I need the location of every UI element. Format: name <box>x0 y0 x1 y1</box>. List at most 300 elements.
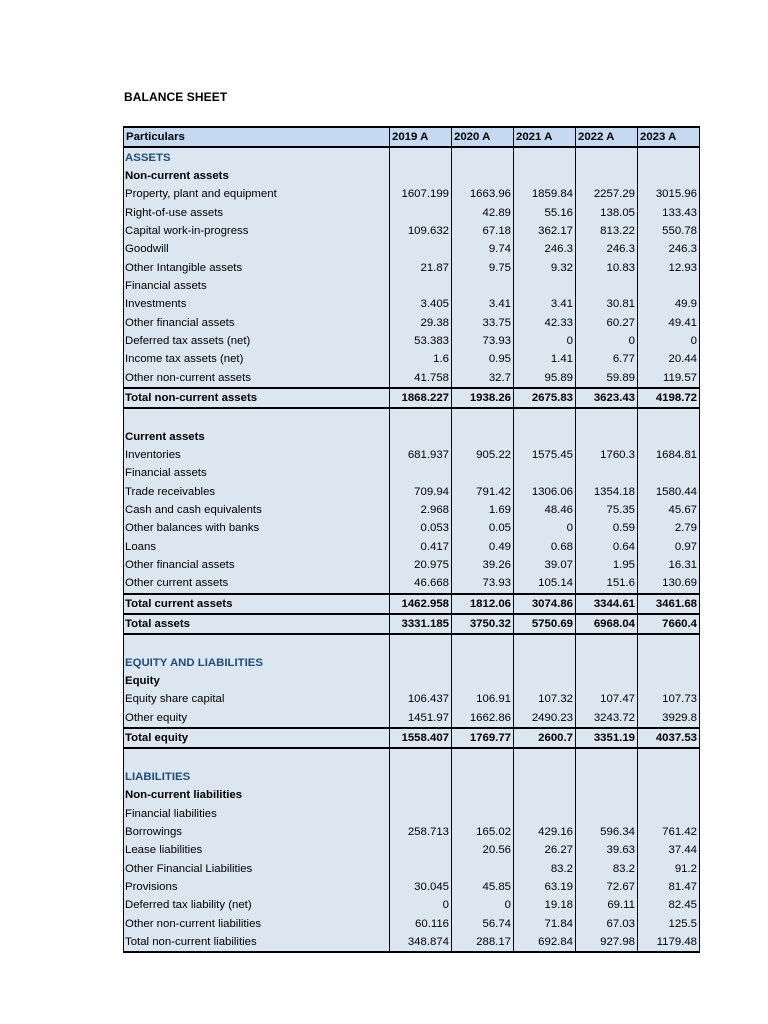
value-cell: 60.116 <box>390 914 452 932</box>
value-cell: 73.93 <box>452 332 514 350</box>
value-cell: 2675.83 <box>514 388 576 408</box>
value-cell: 91.2 <box>638 859 700 877</box>
value-cell: 3331.185 <box>390 614 452 634</box>
value-cell: 1938.26 <box>452 388 514 408</box>
value-cell: 3623.43 <box>576 388 638 408</box>
value-cell: 165.02 <box>452 823 514 841</box>
value-cell <box>452 786 514 804</box>
value-cell <box>638 672 700 690</box>
table-row <box>124 277 700 295</box>
table-row <box>124 823 700 841</box>
row-label: Trade receivables <box>124 483 390 501</box>
table-row <box>124 878 700 896</box>
row-label: Total assets <box>124 614 390 634</box>
row-label: LIABILITIES <box>124 768 390 786</box>
table-row <box>124 786 700 804</box>
value-cell <box>514 804 576 822</box>
value-cell: 6968.04 <box>576 614 638 634</box>
value-cell: 0.053 <box>390 519 452 537</box>
table-row <box>124 768 700 786</box>
value-cell: 16.31 <box>638 556 700 574</box>
value-cell: 46.668 <box>390 574 452 593</box>
value-cell: 3074.86 <box>514 594 576 614</box>
value-cell <box>638 768 700 786</box>
value-cell: 151.6 <box>576 574 638 593</box>
value-cell: 39.26 <box>452 556 514 574</box>
value-cell: 1354.18 <box>576 483 638 501</box>
row-label: Equity <box>124 672 390 690</box>
page-title: BALANCE SHEET <box>124 90 228 104</box>
value-cell: 1306.06 <box>514 483 576 501</box>
value-cell <box>514 672 576 690</box>
value-cell: 107.73 <box>638 690 700 708</box>
value-cell: 9.75 <box>452 258 514 276</box>
row-label: Capital work-in-progress <box>124 222 390 240</box>
table-row <box>124 185 700 203</box>
row-label: Loans <box>124 538 390 556</box>
table-row <box>124 147 700 166</box>
value-cell: 3351.19 <box>576 728 638 748</box>
value-cell <box>390 277 452 295</box>
row-label: Total non-current assets <box>124 388 390 408</box>
value-cell: 905.22 <box>452 446 514 464</box>
value-cell: 2490.23 <box>514 709 576 728</box>
row-label: Financial assets <box>124 464 390 482</box>
value-cell <box>514 167 576 185</box>
row-label: Equity share capital <box>124 690 390 708</box>
value-cell: 681.937 <box>390 446 452 464</box>
value-cell <box>576 634 638 653</box>
value-cell <box>576 277 638 295</box>
value-cell: 2600.7 <box>514 728 576 748</box>
value-cell: 20.56 <box>452 841 514 859</box>
value-cell: 0.68 <box>514 538 576 556</box>
table-row <box>124 350 700 368</box>
value-cell <box>390 654 452 672</box>
value-cell <box>576 786 638 804</box>
row-label: Provisions <box>124 878 390 896</box>
value-cell <box>576 804 638 822</box>
value-cell <box>576 464 638 482</box>
value-cell: 49.9 <box>638 295 700 313</box>
row-label: Total non-current liabilities <box>124 933 390 952</box>
value-cell: 1607.199 <box>390 185 452 203</box>
value-cell: 130.69 <box>638 574 700 593</box>
value-cell: 48.46 <box>514 501 576 519</box>
value-cell: 709.94 <box>390 483 452 501</box>
value-cell: 4037.53 <box>638 728 700 748</box>
row-label <box>124 748 390 767</box>
table-row <box>124 501 700 519</box>
value-cell <box>576 768 638 786</box>
table-row <box>124 388 700 408</box>
value-cell: 81.47 <box>638 878 700 896</box>
table-row <box>124 896 700 914</box>
value-cell: 429.16 <box>514 823 576 841</box>
table-row <box>124 574 700 593</box>
value-cell <box>390 786 452 804</box>
value-cell: 3015.96 <box>638 185 700 203</box>
table-row <box>124 841 700 859</box>
column-header-2021: 2021 A <box>514 127 576 147</box>
column-header-2020: 2020 A <box>452 127 514 147</box>
row-label: Non-current assets <box>124 167 390 185</box>
value-cell: 2.968 <box>390 501 452 519</box>
value-cell <box>390 672 452 690</box>
value-cell <box>452 147 514 166</box>
value-cell: 32.7 <box>452 368 514 387</box>
value-cell: 791.42 <box>452 483 514 501</box>
row-label: Deferred tax assets (net) <box>124 332 390 350</box>
value-cell <box>514 147 576 166</box>
value-cell: 1.69 <box>452 501 514 519</box>
value-cell: 3.405 <box>390 295 452 313</box>
value-cell <box>576 672 638 690</box>
row-label <box>124 408 390 427</box>
table-row <box>124 408 700 427</box>
table-row <box>124 240 700 258</box>
column-header-2019: 2019 A <box>390 127 452 147</box>
value-cell: 927.98 <box>576 933 638 952</box>
value-cell <box>452 859 514 877</box>
value-cell: 0 <box>514 332 576 350</box>
value-cell: 83.2 <box>514 859 576 877</box>
value-cell: 3461.68 <box>638 594 700 614</box>
column-header-2022: 2022 A <box>576 127 638 147</box>
table-row <box>124 313 700 331</box>
table-row <box>124 556 700 574</box>
value-cell <box>638 167 700 185</box>
value-cell <box>576 167 638 185</box>
table-row <box>124 709 700 728</box>
value-cell: 2257.29 <box>576 185 638 203</box>
value-cell <box>514 277 576 295</box>
table-row <box>124 538 700 556</box>
row-label: Other non-current assets <box>124 368 390 387</box>
value-cell <box>452 408 514 427</box>
value-cell: 0 <box>638 332 700 350</box>
table-row <box>124 203 700 221</box>
row-label: Total equity <box>124 728 390 748</box>
row-label: Current assets <box>124 428 390 446</box>
value-cell: 59.89 <box>576 368 638 387</box>
value-cell: 3344.61 <box>576 594 638 614</box>
row-label: Deferred tax liability (net) <box>124 896 390 914</box>
value-cell <box>638 464 700 482</box>
value-cell: 0 <box>576 332 638 350</box>
value-cell <box>638 804 700 822</box>
value-cell: 71.84 <box>514 914 576 932</box>
value-cell: 0.59 <box>576 519 638 537</box>
value-cell: 1.95 <box>576 556 638 574</box>
value-cell <box>638 786 700 804</box>
row-label: Other financial assets <box>124 313 390 331</box>
value-cell: 1575.45 <box>514 446 576 464</box>
value-cell <box>452 277 514 295</box>
value-cell: 288.17 <box>452 933 514 952</box>
table-row <box>124 672 700 690</box>
value-cell <box>638 147 700 166</box>
value-cell: 10.83 <box>576 258 638 276</box>
row-label: Borrowings <box>124 823 390 841</box>
value-cell: 9.32 <box>514 258 576 276</box>
value-cell: 2.79 <box>638 519 700 537</box>
value-cell: 6.77 <box>576 350 638 368</box>
value-cell <box>452 654 514 672</box>
row-label: Property, plant and equipment <box>124 185 390 203</box>
value-cell: 56.74 <box>452 914 514 932</box>
value-cell: 246.3 <box>514 240 576 258</box>
value-cell: 1558.407 <box>390 728 452 748</box>
table-row <box>124 859 700 877</box>
value-cell: 67.18 <box>452 222 514 240</box>
value-cell: 4198.72 <box>638 388 700 408</box>
value-cell <box>390 748 452 767</box>
value-cell: 1179.48 <box>638 933 700 952</box>
table-row <box>124 594 700 614</box>
value-cell <box>452 768 514 786</box>
value-cell: 26.27 <box>514 841 576 859</box>
value-cell <box>638 634 700 653</box>
value-cell: 0.05 <box>452 519 514 537</box>
value-cell: 0.64 <box>576 538 638 556</box>
value-cell <box>452 428 514 446</box>
value-cell: 30.045 <box>390 878 452 896</box>
value-cell: 1868.227 <box>390 388 452 408</box>
value-cell: 348.874 <box>390 933 452 952</box>
value-cell: 41.758 <box>390 368 452 387</box>
value-cell: 1.41 <box>514 350 576 368</box>
value-cell <box>514 654 576 672</box>
table-row <box>124 914 700 932</box>
table-row <box>124 295 700 313</box>
value-cell <box>576 408 638 427</box>
value-cell: 67.03 <box>576 914 638 932</box>
value-cell <box>390 203 452 221</box>
value-cell: 45.67 <box>638 501 700 519</box>
value-cell: 125.5 <box>638 914 700 932</box>
value-cell: 1684.81 <box>638 446 700 464</box>
value-cell: 7660.4 <box>638 614 700 634</box>
table-row <box>124 933 700 952</box>
value-cell <box>638 748 700 767</box>
row-label: Lease liabilities <box>124 841 390 859</box>
value-cell: 761.42 <box>638 823 700 841</box>
row-label: Investments <box>124 295 390 313</box>
value-cell <box>390 147 452 166</box>
value-cell: 53.383 <box>390 332 452 350</box>
row-label: Goodwill <box>124 240 390 258</box>
value-cell <box>514 428 576 446</box>
value-cell: 83.2 <box>576 859 638 877</box>
row-label: Total current assets <box>124 594 390 614</box>
table-header-row <box>124 127 700 147</box>
row-label: Other non-current liabilities <box>124 914 390 932</box>
table-body <box>124 147 700 952</box>
column-header-2023: 2023 A <box>638 127 700 147</box>
value-cell: 60.27 <box>576 313 638 331</box>
value-cell <box>514 634 576 653</box>
value-cell: 30.81 <box>576 295 638 313</box>
table-row <box>124 634 700 653</box>
value-cell: 95.89 <box>514 368 576 387</box>
table-row <box>124 258 700 276</box>
table-row <box>124 804 700 822</box>
value-cell: 246.3 <box>638 240 700 258</box>
value-cell <box>452 634 514 653</box>
value-cell: 0.95 <box>452 350 514 368</box>
value-cell <box>576 428 638 446</box>
value-cell: 107.32 <box>514 690 576 708</box>
value-cell <box>390 167 452 185</box>
value-cell: 0 <box>390 896 452 914</box>
table-row <box>124 728 700 748</box>
row-label: Right-of-use assets <box>124 203 390 221</box>
value-cell: 0.417 <box>390 538 452 556</box>
value-cell: 258.713 <box>390 823 452 841</box>
value-cell <box>390 408 452 427</box>
value-cell <box>514 768 576 786</box>
value-cell: 20.44 <box>638 350 700 368</box>
value-cell: 73.93 <box>452 574 514 593</box>
value-cell: 106.91 <box>452 690 514 708</box>
table-row <box>124 167 700 185</box>
value-cell: 69.11 <box>576 896 638 914</box>
value-cell: 1662.86 <box>452 709 514 728</box>
row-label <box>124 634 390 653</box>
value-cell: 362.17 <box>514 222 576 240</box>
table-row <box>124 748 700 767</box>
value-cell <box>576 748 638 767</box>
value-cell <box>576 147 638 166</box>
value-cell: 0 <box>452 896 514 914</box>
value-cell: 246.3 <box>576 240 638 258</box>
column-header-particulars: Particulars <box>124 127 390 147</box>
value-cell: 1462.958 <box>390 594 452 614</box>
value-cell <box>514 464 576 482</box>
row-label: ASSETS <box>124 147 390 166</box>
row-label: Financial liabilities <box>124 804 390 822</box>
table-row <box>124 446 700 464</box>
value-cell <box>390 428 452 446</box>
value-cell: 37.44 <box>638 841 700 859</box>
table-row <box>124 464 700 482</box>
value-cell: 119.57 <box>638 368 700 387</box>
value-cell: 20.975 <box>390 556 452 574</box>
table-row <box>124 519 700 537</box>
value-cell <box>638 277 700 295</box>
row-label: EQUITY AND LIABILITIES <box>124 654 390 672</box>
value-cell <box>576 654 638 672</box>
value-cell: 1812.06 <box>452 594 514 614</box>
value-cell: 75.35 <box>576 501 638 519</box>
value-cell: 42.89 <box>452 203 514 221</box>
row-label: Other balances with banks <box>124 519 390 537</box>
table-row <box>124 654 700 672</box>
value-cell: 82.45 <box>638 896 700 914</box>
row-label: Cash and cash equivalents <box>124 501 390 519</box>
value-cell <box>390 634 452 653</box>
value-cell <box>452 672 514 690</box>
value-cell: 3243.72 <box>576 709 638 728</box>
value-cell <box>638 654 700 672</box>
value-cell: 1859.84 <box>514 185 576 203</box>
value-cell: 596.34 <box>576 823 638 841</box>
table-row <box>124 428 700 446</box>
row-label: Other equity <box>124 709 390 728</box>
table-row <box>124 690 700 708</box>
value-cell: 3.41 <box>452 295 514 313</box>
value-cell: 109.632 <box>390 222 452 240</box>
value-cell <box>638 428 700 446</box>
row-label: Inventories <box>124 446 390 464</box>
value-cell: 1760.3 <box>576 446 638 464</box>
value-cell: 29.38 <box>390 313 452 331</box>
value-cell <box>390 464 452 482</box>
value-cell <box>452 167 514 185</box>
value-cell: 692.84 <box>514 933 576 952</box>
value-cell: 1.6 <box>390 350 452 368</box>
value-cell <box>514 408 576 427</box>
value-cell: 550.78 <box>638 222 700 240</box>
row-label: Non-current liabilities <box>124 786 390 804</box>
row-label: Other Intangible assets <box>124 258 390 276</box>
value-cell: 21.87 <box>390 258 452 276</box>
row-label: Other Financial Liabilities <box>124 859 390 877</box>
value-cell: 5750.69 <box>514 614 576 634</box>
value-cell: 1663.96 <box>452 185 514 203</box>
value-cell <box>452 464 514 482</box>
value-cell <box>514 786 576 804</box>
value-cell <box>390 804 452 822</box>
table-row <box>124 332 700 350</box>
value-cell: 72.67 <box>576 878 638 896</box>
value-cell: 0 <box>514 519 576 537</box>
value-cell: 9.74 <box>452 240 514 258</box>
value-cell <box>452 804 514 822</box>
table-row <box>124 368 700 387</box>
value-cell: 12.93 <box>638 258 700 276</box>
value-cell <box>390 768 452 786</box>
value-cell: 19.18 <box>514 896 576 914</box>
balance-sheet-table <box>123 126 700 953</box>
row-label: Other current assets <box>124 574 390 593</box>
row-label: Other financial assets <box>124 556 390 574</box>
value-cell: 63.19 <box>514 878 576 896</box>
table-row <box>124 614 700 634</box>
value-cell: 1769.77 <box>452 728 514 748</box>
value-cell: 107.47 <box>576 690 638 708</box>
value-cell: 39.07 <box>514 556 576 574</box>
value-cell: 105.14 <box>514 574 576 593</box>
value-cell <box>452 748 514 767</box>
value-cell: 813.22 <box>576 222 638 240</box>
value-cell: 49.41 <box>638 313 700 331</box>
value-cell: 1451.97 <box>390 709 452 728</box>
value-cell: 3.41 <box>514 295 576 313</box>
value-cell: 0.49 <box>452 538 514 556</box>
value-cell: 42.33 <box>514 313 576 331</box>
row-label: Financial assets <box>124 277 390 295</box>
value-cell: 0.97 <box>638 538 700 556</box>
value-cell: 1580.44 <box>638 483 700 501</box>
table-row <box>124 483 700 501</box>
row-label: Income tax assets (net) <box>124 350 390 368</box>
value-cell: 33.75 <box>452 313 514 331</box>
value-cell: 133.43 <box>638 203 700 221</box>
value-cell <box>390 841 452 859</box>
value-cell: 3929.8 <box>638 709 700 728</box>
